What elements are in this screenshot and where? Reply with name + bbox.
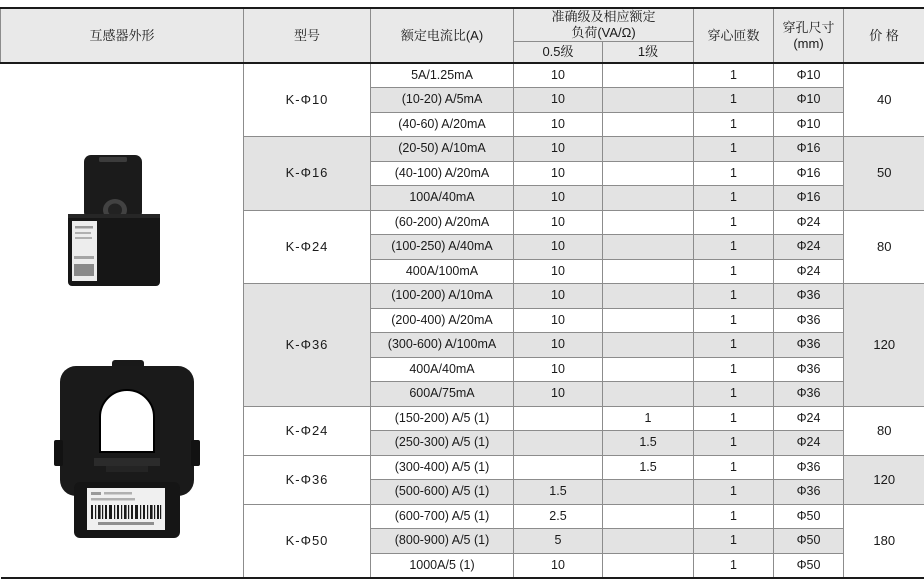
turns-cell: 1 [694, 455, 774, 480]
turns-cell: 1 [694, 259, 774, 284]
turns-cell: 1 [694, 235, 774, 260]
hole-size-cell: Φ36 [774, 333, 844, 358]
header-class-1: 1级 [603, 41, 694, 63]
turns-cell: 1 [694, 406, 774, 431]
turns-cell: 1 [694, 137, 774, 162]
class05-cell: 10 [514, 284, 603, 309]
price-cell: 80 [844, 210, 924, 284]
turns-cell: 1 [694, 504, 774, 529]
hole-size-cell: Φ36 [774, 455, 844, 480]
ratio-cell: (500-600) A/5 (1) [371, 480, 514, 505]
hole-size-cell: Φ24 [774, 406, 844, 431]
class05-cell: 10 [514, 112, 603, 137]
header-hole-line2: (mm) [793, 35, 824, 51]
class05-cell: 10 [514, 137, 603, 162]
turns-cell: 1 [694, 284, 774, 309]
price-cell: 40 [844, 63, 924, 137]
class05-cell: 1.5 [514, 480, 603, 505]
class1-cell [603, 235, 694, 260]
class05-cell [514, 431, 603, 456]
hole-size-cell: Φ36 [774, 308, 844, 333]
class05-cell: 10 [514, 553, 603, 578]
large-ct-photo [54, 354, 200, 544]
model-cell: K-Φ16 [244, 137, 371, 211]
header-price: 价 格 [844, 8, 924, 63]
header-model: 型号 [244, 8, 371, 63]
hole-size-cell: Φ36 [774, 284, 844, 309]
hole-size-cell: Φ16 [774, 137, 844, 162]
table-header [1, 8, 924, 63]
ratio-cell: (600-700) A/5 (1) [371, 504, 514, 529]
turns-cell: 1 [694, 480, 774, 505]
class05-cell: 10 [514, 357, 603, 382]
class1-cell [603, 382, 694, 407]
ratio-cell: (40-100) A/20mA [371, 161, 514, 186]
hole-size-cell: Φ36 [774, 357, 844, 382]
turns-cell: 1 [694, 357, 774, 382]
class05-cell: 10 [514, 259, 603, 284]
turns-cell: 1 [694, 112, 774, 137]
price-cell: 180 [844, 504, 924, 578]
header-accuracy-line1: 准确级及相应额定 [551, 9, 656, 25]
ratio-cell: 5A/1.25mA [371, 63, 514, 88]
class05-cell: 10 [514, 88, 603, 113]
class1-cell [603, 259, 694, 284]
hole-size-cell: Φ50 [774, 529, 844, 554]
hole-size-cell: Φ50 [774, 504, 844, 529]
class1-cell [603, 63, 694, 88]
header-hole-line1: 穿孔尺寸 [782, 19, 835, 35]
turns-cell: 1 [694, 88, 774, 113]
price-cell: 120 [844, 284, 924, 407]
class05-cell: 10 [514, 210, 603, 235]
class05-cell [514, 406, 603, 431]
turns-cell: 1 [694, 161, 774, 186]
turns-cell: 1 [694, 308, 774, 333]
model-cell: K-Φ24 [244, 210, 371, 284]
appearance-cell [1, 63, 244, 578]
ratio-cell: 400A/40mA [371, 357, 514, 382]
class1-cell [603, 88, 694, 113]
class05-cell: 10 [514, 161, 603, 186]
header-turns: 穿心匝数 [694, 8, 774, 63]
ratio-cell: (20-50) A/10mA [371, 137, 514, 162]
class05-cell: 10 [514, 333, 603, 358]
class05-cell: 10 [514, 186, 603, 211]
price-cell: 50 [844, 137, 924, 211]
class1-cell [603, 210, 694, 235]
ratio-cell: (10-20) A/5mA [371, 88, 514, 113]
ratio-cell: 600A/75mA [371, 382, 514, 407]
ratio-cell: (100-200) A/10mA [371, 284, 514, 309]
class05-cell [514, 455, 603, 480]
hole-size-cell: Φ24 [774, 210, 844, 235]
hole-size-cell: Φ24 [774, 431, 844, 456]
class1-cell: 1 [603, 406, 694, 431]
model-cell: K-Φ36 [244, 455, 371, 504]
class1-cell [603, 137, 694, 162]
price-cell: 80 [844, 406, 924, 455]
hole-size-cell: Φ10 [774, 63, 844, 88]
class1-cell [603, 553, 694, 578]
class1-cell [603, 308, 694, 333]
model-cell: K-Φ36 [244, 284, 371, 407]
turns-cell: 1 [694, 63, 774, 88]
transformer-photos [1, 64, 244, 544]
model-cell: K-Φ10 [244, 63, 371, 137]
ratio-cell: 400A/100mA [371, 259, 514, 284]
ratio-cell: (800-900) A/5 (1) [371, 529, 514, 554]
class1-cell [603, 333, 694, 358]
ct-spec-table [0, 7, 924, 579]
ratio-cell: (150-200) A/5 (1) [371, 406, 514, 431]
hole-size-cell: Φ36 [774, 480, 844, 505]
hole-size-cell: Φ10 [774, 88, 844, 113]
small-ct-photo [61, 152, 167, 288]
class05-cell: 10 [514, 308, 603, 333]
turns-cell: 1 [694, 529, 774, 554]
turns-cell: 1 [694, 553, 774, 578]
class1-cell [603, 504, 694, 529]
ratio-cell: (300-400) A/5 (1) [371, 455, 514, 480]
header-ratio: 额定电流比(A) [371, 8, 514, 63]
class05-cell: 10 [514, 382, 603, 407]
table-body [1, 63, 924, 578]
table-row [1, 63, 924, 88]
class05-cell: 10 [514, 235, 603, 260]
turns-cell: 1 [694, 382, 774, 407]
turns-cell: 1 [694, 186, 774, 211]
class1-cell [603, 357, 694, 382]
class05-cell: 5 [514, 529, 603, 554]
ratio-cell: (40-60) A/20mA [371, 112, 514, 137]
class1-cell: 1.5 [603, 431, 694, 456]
ratio-cell: 100A/40mA [371, 186, 514, 211]
class1-cell [603, 529, 694, 554]
ratio-cell: (60-200) A/20mA [371, 210, 514, 235]
turns-cell: 1 [694, 210, 774, 235]
hole-size-cell: Φ16 [774, 161, 844, 186]
header-class-05: 0.5级 [514, 41, 603, 63]
header-appearance: 互感器外形 [1, 8, 244, 63]
class1-cell [603, 284, 694, 309]
header-accuracy [514, 8, 694, 41]
ratio-cell: (100-250) A/40mA [371, 235, 514, 260]
turns-cell: 1 [694, 431, 774, 456]
class1-cell: 1.5 [603, 455, 694, 480]
class05-cell: 2.5 [514, 504, 603, 529]
model-cell: K-Φ50 [244, 504, 371, 578]
hole-size-cell: Φ36 [774, 382, 844, 407]
large-ct-barcode-label [87, 488, 165, 530]
header-accuracy-line2: 负荷(VA/Ω) [571, 24, 636, 40]
header-hole-size [774, 8, 844, 63]
class1-cell [603, 112, 694, 137]
hole-size-cell: Φ24 [774, 235, 844, 260]
class1-cell [603, 480, 694, 505]
hole-size-cell: Φ10 [774, 112, 844, 137]
turns-cell: 1 [694, 333, 774, 358]
class05-cell: 10 [514, 63, 603, 88]
ratio-cell: (300-600) A/100mA [371, 333, 514, 358]
hole-size-cell: Φ50 [774, 553, 844, 578]
model-cell: K-Φ24 [244, 406, 371, 455]
hole-size-cell: Φ24 [774, 259, 844, 284]
class1-cell [603, 186, 694, 211]
class1-cell [603, 161, 694, 186]
hole-size-cell: Φ16 [774, 186, 844, 211]
ratio-cell: (200-400) A/20mA [371, 308, 514, 333]
ratio-cell: 1000A/5 (1) [371, 553, 514, 578]
price-cell: 120 [844, 455, 924, 504]
ratio-cell: (250-300) A/5 (1) [371, 431, 514, 456]
